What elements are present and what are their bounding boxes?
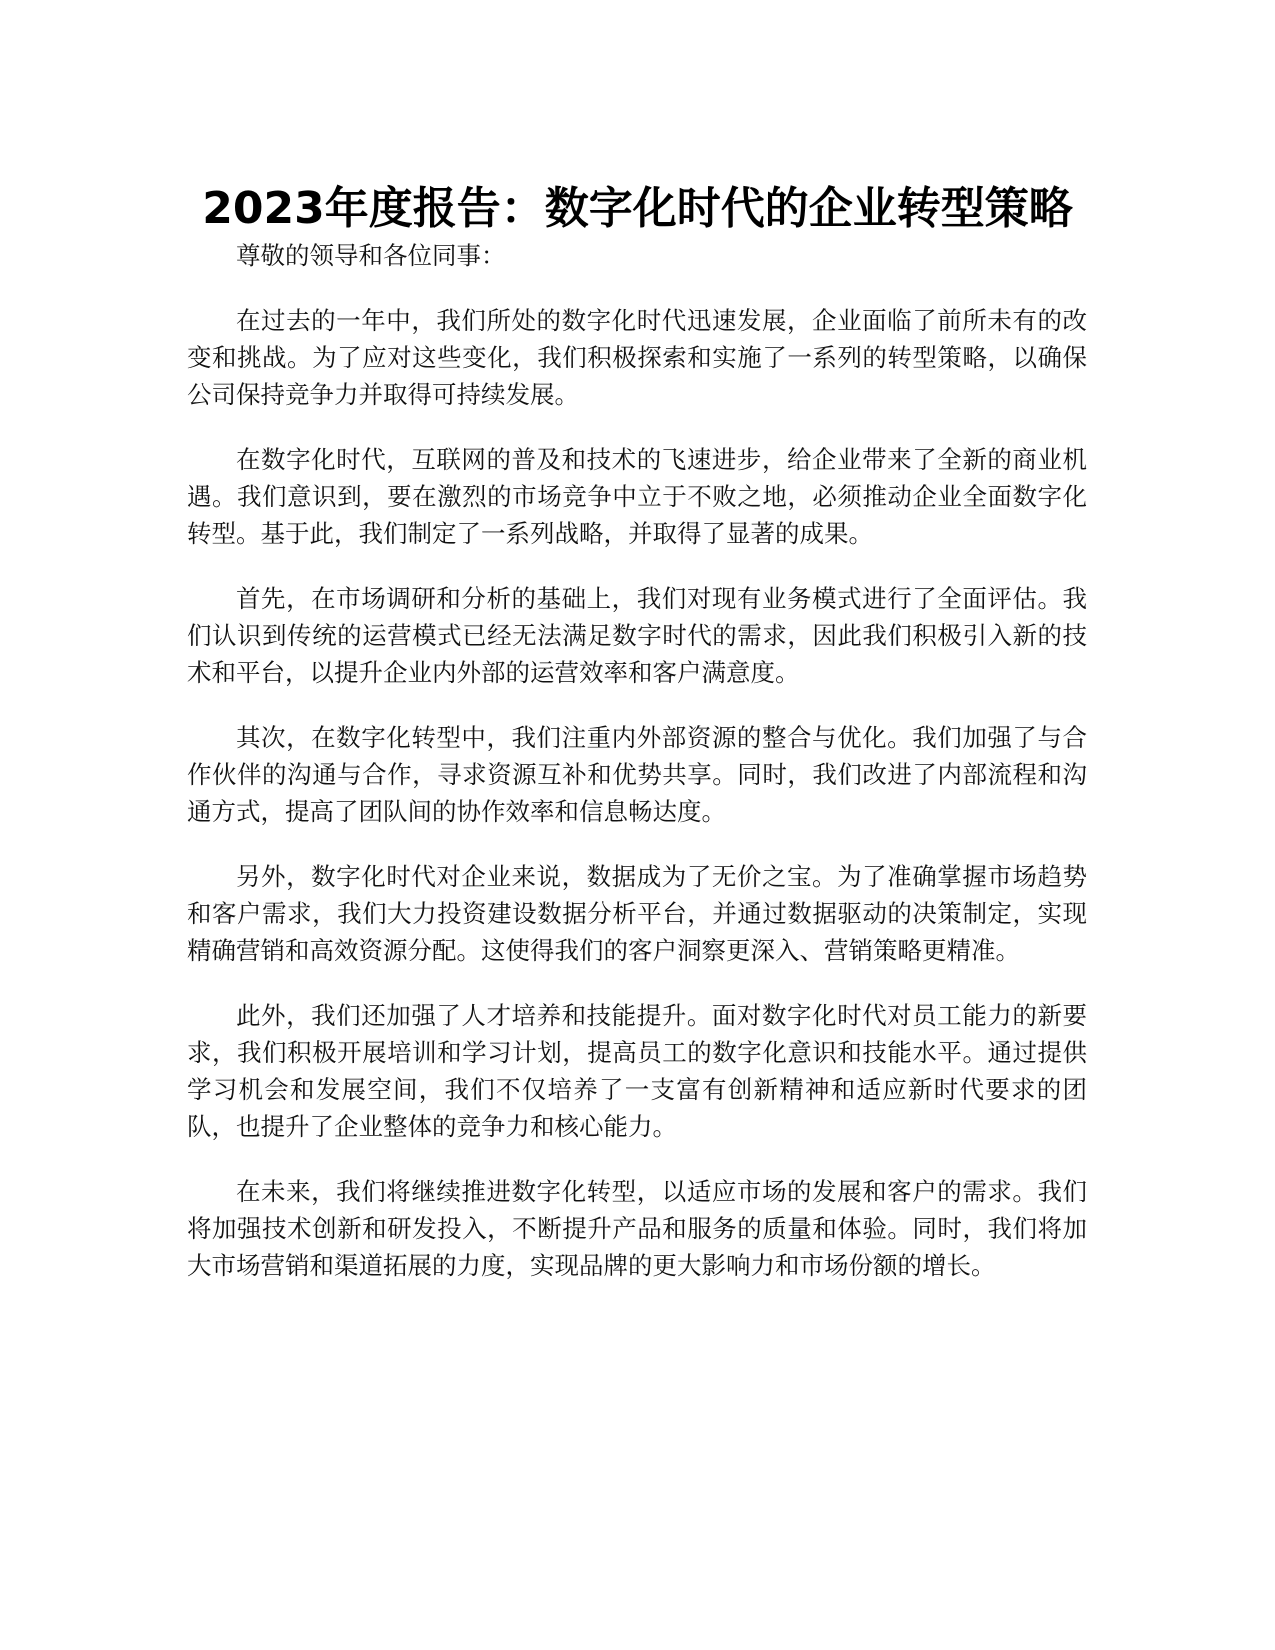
paragraph: 另外，数字化时代对企业来说，数据成为了无价之宝。为了准确掌握市场趋势和客户需求，我们大力投资建设数据分析平台，并通过数据驱动的决策制定，实现精确营销和高效资源分配。这使得我们的客户洞察更深入、营销策略更精准。 — [187, 862, 1087, 965]
paragraph: 在未来，我们将继续推进数字化转型，以适应市场的发展和客户的需求。我们将加强技术创新和研发投入，不断提升产品和服务的质量和体验。同时，我们将加大市场营销和渠道拓展的力度，实现品牌的更大影响力和市场份额的增长。 — [187, 1177, 1087, 1280]
document-title: 2023年度报告：数字化时代的企业转型策略 — [202, 183, 1073, 235]
paragraph: 此外，我们还加强了人才培养和技能提升。面对数字化时代对员工能力的新要求，我们积极开展培训和学习计划，提高员工的数字化意识和技能水平。通过提供学习机会和发展空间，我们不仅培养了一支富有创新精神和适应新时代要求的团队，也提升了企业整体的竞争力和核心能力。 — [187, 1001, 1087, 1141]
paragraph: 在过去的一年中，我们所处的数字化时代迅速发展，企业面临了前所未有的改变和挑战。为了应对这些变化，我们积极探索和实施了一系列的转型策略，以确保公司保持竞争力并取得可持续发展。 — [187, 306, 1087, 409]
salutation: 尊敬的领导和各位同事： — [236, 241, 506, 270]
paragraph: 在数字化时代，互联网的普及和技术的飞速进步，给企业带来了全新的商业机遇。我们意识到，要在激烈的市场竞争中立于不败之地，必须推动企业全面数字化转型。基于此，我们制定了一系列战略，并取得了显著的成果。 — [187, 445, 1087, 548]
paragraph: 首先，在市场调研和分析的基础上，我们对现有业务模式进行了全面评估。我们认识到传统的运营模式已经无法满足数字时代的需求，因此我们积极引入新的技术和平台，以提升企业内外部的运营效率和客户满意度。 — [187, 584, 1087, 687]
document-body — [187, 237, 1087, 1312]
paragraph: 其次，在数字化转型中，我们注重内外部资源的整合与优化。我们加强了与合作伙伴的沟通与合作，寻求资源互补和优势共享。同时，我们改进了内部流程和沟通方式，提高了团队间的协作效率和信息畅达度。 — [187, 723, 1087, 826]
